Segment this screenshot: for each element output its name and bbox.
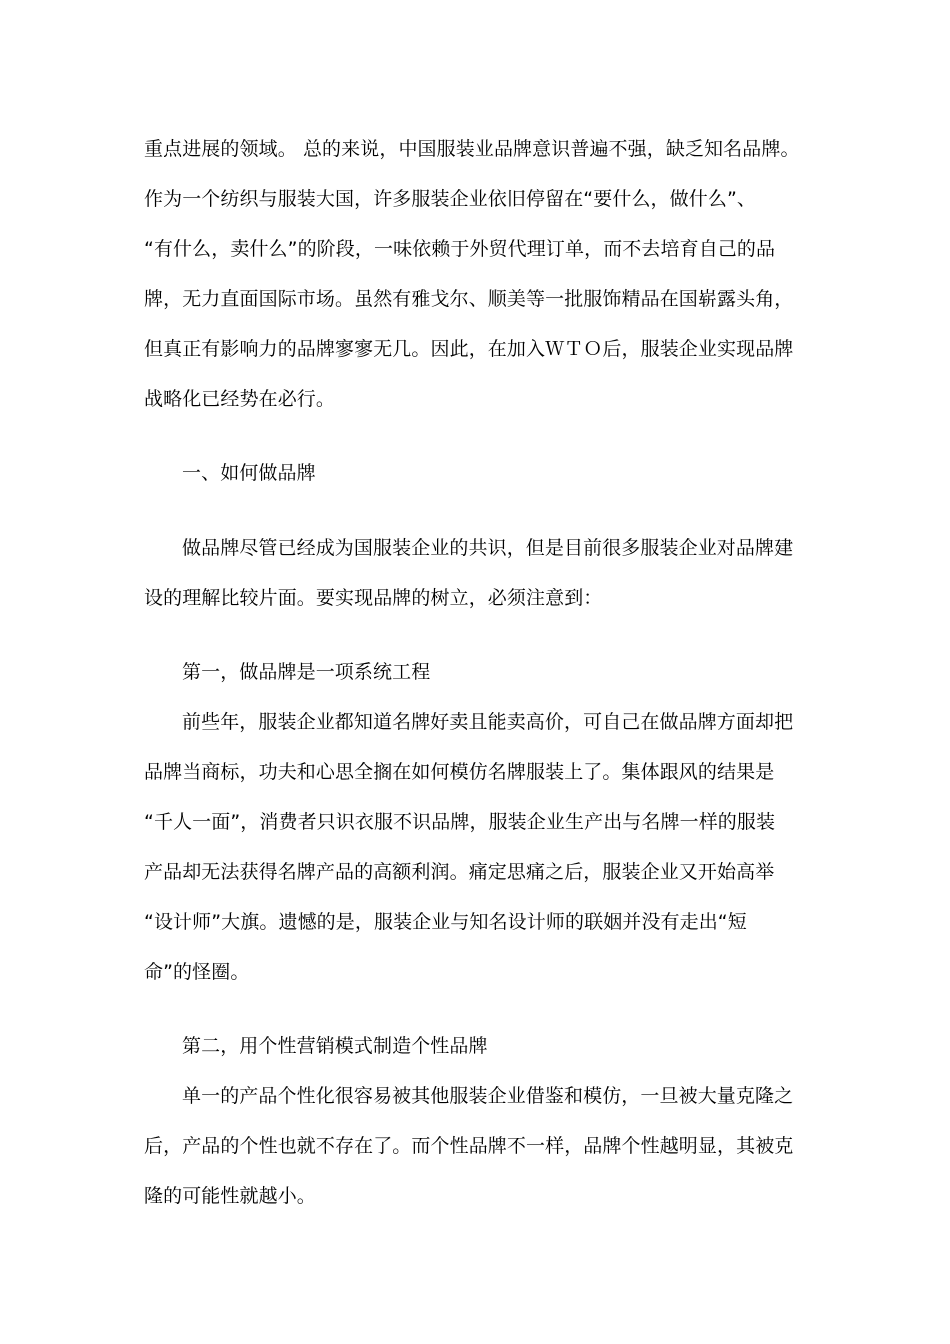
paragraph-line: 前些年，服装企业都知道名牌好卖且能卖高价，可自己在做品牌方面却把 (182, 711, 794, 733)
paragraph-line: 但真正有影响力的品牌寥寥无几。因此，在加入ＷＴＯ后，服装企业实现品牌 (144, 338, 794, 360)
subsection-heading: 第一，做品牌是一项系统工程 (182, 661, 431, 683)
paragraph-line: 作为一个纺织与服装大国，许多服装企业依旧停留在“要什么，做什么”、 (144, 188, 756, 210)
paragraph-line: 命”的怪圈。 (144, 961, 250, 983)
paragraph-line: 设的理解比较片面。要实现品牌的树立，必须注意到： (144, 587, 603, 609)
paragraph-line: 做品牌尽管已经成为国服装企业的共识，但是目前很多服装企业对品牌建 (182, 537, 794, 559)
paragraph-line: 隆的可能性就越小。 (144, 1185, 316, 1207)
paragraph-line: 重点进展的领域。 总的来说，中国服装业品牌意识普遍不强，缺乏知名品牌。 (144, 138, 800, 160)
paragraph-line: “千人一面”，消费者只识衣服不识品牌，服装企业生产出与名牌一样的服装 (144, 811, 776, 833)
paragraph-line: 后，产品的个性也就不存在了。而个性品牌不一样，品牌个性越明显，其被克 (144, 1135, 794, 1157)
paragraph-line: “设计师”大旗。遗憾的是，服装企业与知名设计师的联姻并没有走出“短 (144, 911, 747, 933)
paragraph-line: 战略化已经势在必行。 (144, 388, 336, 410)
subsection-heading: 第二，用个性营销模式制造个性品牌 (182, 1035, 488, 1057)
paragraph-line: 牌，无力直面国际市场。虽然有雅戈尔、顺美等一批服饰精品在国崭露头角， (144, 288, 794, 310)
paragraph-line: 品牌当商标，功夫和心思全搁在如何模仿名牌服装上了。集体跟风的结果是 (144, 761, 775, 783)
section-heading: 一、如何做品牌 (182, 462, 316, 484)
paragraph-line: 单一的产品个性化很容易被其他服装企业借鉴和模仿，一旦被大量克隆之 (182, 1085, 794, 1107)
paragraph-line: 产品却无法获得名牌产品的高额利润。痛定思痛之后，服装企业又开始高举 (144, 861, 775, 883)
paragraph-line: “有什么，卖什么”的阶段，一味依赖于外贸代理订单，而不去培育自己的品 (144, 238, 776, 260)
